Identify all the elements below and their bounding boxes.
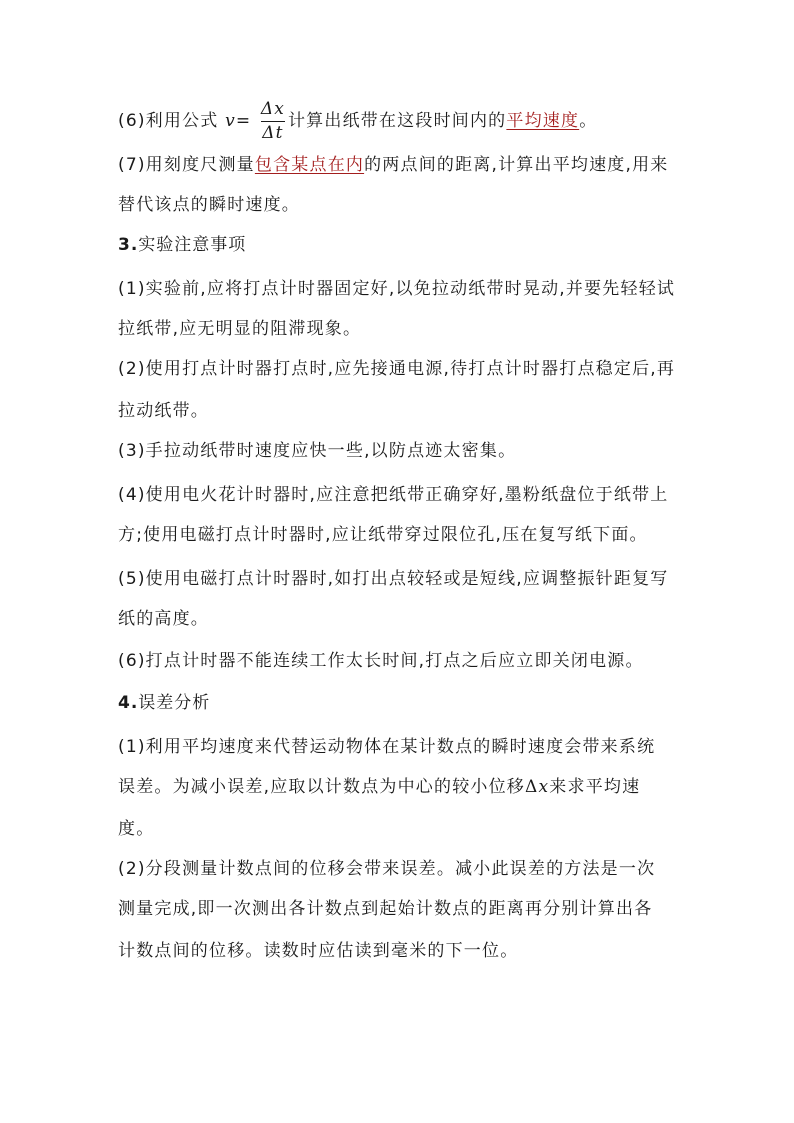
fraction-bar: [261, 121, 285, 122]
note-2-line-2: 拉动纸带。: [118, 401, 209, 421]
fraction-numerator: Δx: [260, 99, 286, 119]
note-1-line-1: (1)实验前,应将打点计时器固定好,以免拉动纸带时晃动,并要先轻轻试: [118, 279, 676, 299]
p6-mid: 计算出纸带在这段时间内的: [287, 111, 507, 131]
note-6-line-1: (6)打点计时器不能连续工作太长时间,打点之后应立即关闭电源。: [118, 651, 644, 671]
note-5-line-1: (5)使用电磁打点计时器时,如打出点较轻或是短线,应调整振针距复写: [118, 569, 669, 589]
error-2-line-2: 测量完成,即一次测出各计数点到起始计数点的距离再分别计算出各: [118, 899, 653, 919]
note-5-line-2: 纸的高度。: [118, 609, 209, 629]
p7-rest: 的两点间的距离,计算出平均速度,用来: [364, 155, 669, 175]
equals-sign: =: [235, 111, 252, 131]
p7-emphasis: 包含某点在内: [254, 155, 365, 175]
fraction-denominator: Δt: [262, 123, 284, 143]
delta-symbol: Δ: [525, 777, 539, 797]
error-1-line-2-b: 来求平均速: [549, 777, 641, 797]
velocity-variable: v: [225, 111, 236, 131]
error-1-line-1: (1)利用平均速度来代替运动物体在某计数点的瞬时速度会带来系统: [118, 737, 656, 757]
error-1-line-2-a: 误差。为减小误差,应取以计数点为中心的较小位移: [118, 777, 526, 797]
paragraph-6-formula: [118, 99, 597, 143]
error-1-line-2: [118, 777, 640, 797]
section-3-number: 3.: [118, 235, 139, 255]
note-3-line-1: (3)手拉动纸带时速度应快一些,以防点迹太密集。: [118, 441, 517, 461]
section-4-heading: [118, 693, 210, 713]
error-2-line-3: 计数点间的位移。读数时应估读到毫米的下一位。: [118, 941, 519, 961]
section-3-heading: [118, 235, 246, 255]
error-1-line-3: 度。: [118, 819, 155, 839]
section-4-number: 4.: [118, 693, 139, 713]
note-4-line-1: (4)使用电火花计时器时,应注意把纸带正确穿好,墨粉纸盘位于纸带上: [118, 485, 669, 505]
error-2-line-1: (2)分段测量计数点间的位移会带来误差。减小此误差的方法是一次: [118, 859, 656, 879]
p6-end: 。: [579, 111, 598, 131]
delta-x-over-delta-t-fraction: [260, 99, 286, 143]
section-3-title: 实验注意事项: [138, 235, 247, 255]
note-4-line-2: 方;使用电磁打点计时器时,应让纸带穿过限位孔,压在复写纸下面。: [118, 525, 648, 545]
section-4-title: 误差分析: [138, 693, 211, 713]
note-2-line-1: (2)使用打点计时器打点时,应先接通电源,待打点计时器打点稳定后,再: [118, 359, 676, 379]
p6-prefix: (6)利用公式: [118, 111, 219, 131]
displacement-variable: x: [538, 777, 550, 797]
p7-prefix: (7)用刻度尺测量: [118, 155, 255, 175]
paragraph-7-line-1: [118, 155, 669, 175]
note-1-line-2: 拉纸带,应无明显的阻滞现象。: [118, 319, 362, 339]
paragraph-7-line-2: 替代该点的瞬时速度。: [118, 195, 300, 215]
p6-emphasis-average-speed: 平均速度: [506, 111, 580, 131]
